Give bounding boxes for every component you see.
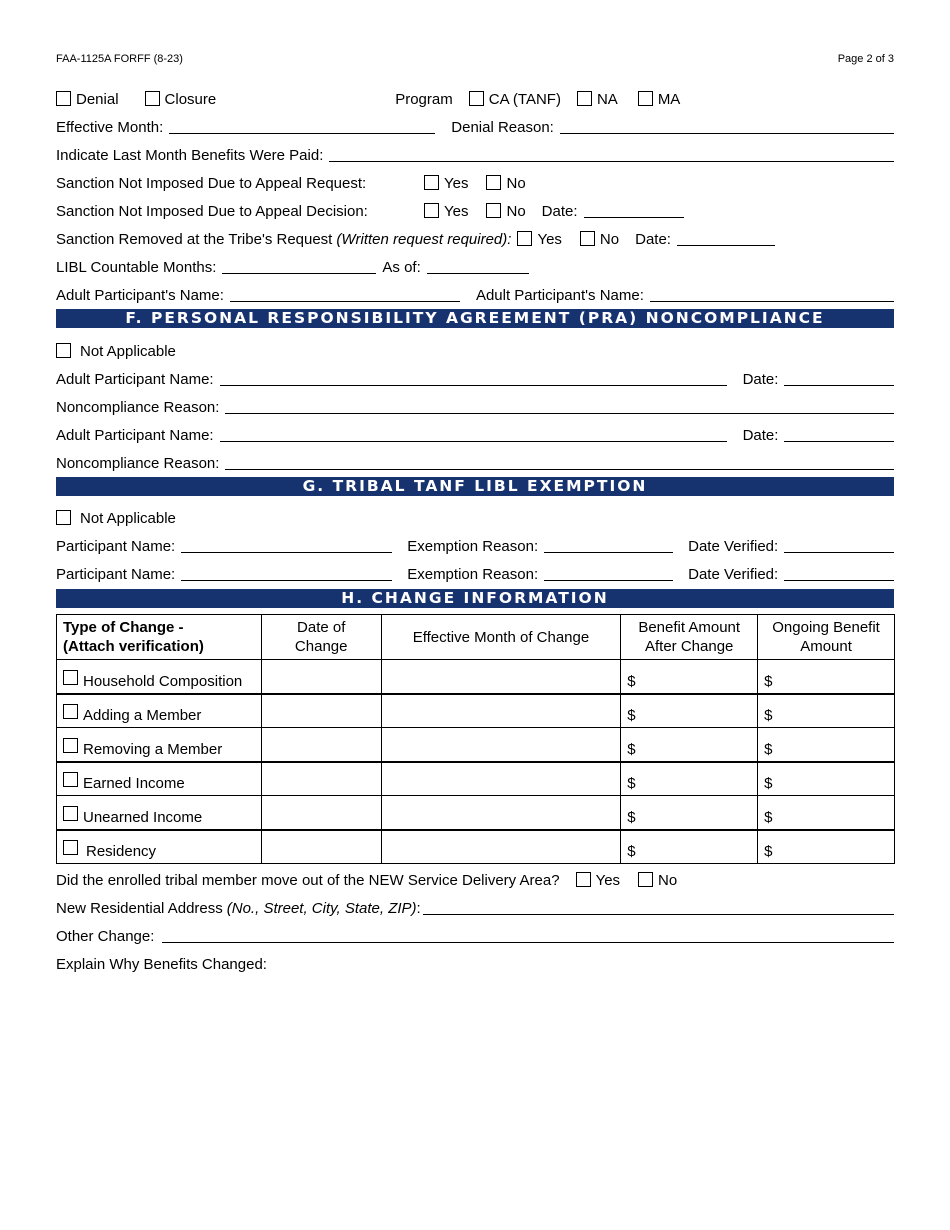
program-na-option[interactable]: NA bbox=[577, 91, 618, 108]
program-ma-checkbox[interactable] bbox=[638, 91, 653, 106]
moved-no[interactable]: No bbox=[638, 872, 677, 889]
appeal-decision-date-field[interactable] bbox=[584, 202, 684, 218]
denial-reason-field[interactable] bbox=[560, 118, 894, 134]
libl-months-field[interactable] bbox=[222, 258, 376, 274]
effective-month-cell[interactable] bbox=[381, 796, 621, 830]
section-h-header: H. CHANGE INFORMATION bbox=[56, 589, 894, 608]
denial-option[interactable]: Denial bbox=[56, 91, 119, 108]
last-month-paid-row: Indicate Last Month Benefits Were Paid: bbox=[56, 144, 894, 164]
removing-member-checkbox[interactable] bbox=[63, 738, 78, 753]
libl-as-of-field[interactable] bbox=[427, 258, 529, 274]
row-type-cell[interactable]: Household Composition bbox=[57, 660, 262, 694]
moved-yes-checkbox[interactable] bbox=[576, 872, 591, 887]
page-number: Page 2 of 3 bbox=[837, 53, 894, 65]
program-label: Program bbox=[395, 91, 453, 108]
f-not-applicable-checkbox[interactable] bbox=[56, 343, 71, 358]
row-type-cell[interactable]: Residency bbox=[57, 830, 262, 864]
adult-names-row: Adult Participant's Name: Adult Participant's Name: bbox=[56, 284, 894, 304]
date-of-change-cell[interactable] bbox=[261, 694, 381, 728]
f-date-field-2[interactable] bbox=[784, 426, 894, 442]
ongoing-benefit-cell[interactable]: $ bbox=[758, 796, 895, 830]
effective-month-cell[interactable] bbox=[381, 694, 621, 728]
sanction-appeal-decision-row: Sanction Not Imposed Due to Appeal Decision: Yes No Date: bbox=[56, 200, 894, 220]
table-row bbox=[57, 728, 895, 762]
f-reason-field-1[interactable] bbox=[225, 398, 894, 414]
table-row bbox=[57, 660, 895, 694]
section-g-header: G. TRIBAL TANF LIBL EXEMPTION bbox=[56, 477, 894, 496]
date-of-change-cell[interactable] bbox=[261, 660, 381, 694]
benefit-after-cell[interactable]: $ bbox=[621, 660, 758, 694]
effective-month-field[interactable] bbox=[169, 118, 435, 134]
col-benefit-after: Benefit Amount After Change bbox=[621, 615, 758, 660]
appeal-request-no[interactable]: No bbox=[486, 175, 525, 192]
col-date-of-change: Date of Change bbox=[261, 615, 381, 660]
sanction-removed-date-field[interactable] bbox=[677, 230, 775, 246]
program-ca-option[interactable]: CA (TANF) bbox=[469, 91, 561, 108]
adult-name-field-1[interactable] bbox=[230, 286, 460, 302]
closure-checkbox[interactable] bbox=[145, 91, 160, 106]
sanction-removed-no-checkbox[interactable] bbox=[580, 231, 595, 246]
g-participant-name-field-1[interactable] bbox=[181, 537, 392, 553]
explain-label: Explain Why Benefits Changed: bbox=[56, 956, 267, 973]
table-row bbox=[57, 762, 895, 796]
g-exemption-reason-field-2[interactable] bbox=[544, 565, 673, 581]
benefit-after-cell[interactable]: $ bbox=[621, 694, 758, 728]
effective-month-cell[interactable] bbox=[381, 728, 621, 762]
g-not-applicable-option[interactable]: Not Applicable bbox=[56, 510, 176, 527]
benefit-after-cell[interactable]: $ bbox=[621, 728, 758, 762]
section-f-header: F. PERSONAL RESPONSIBILITY AGREEMENT (PRA) NONCOMPLIANCE bbox=[56, 309, 894, 328]
form-id: FAA-1125A FORFF (8-23) bbox=[56, 53, 183, 65]
denial-checkbox[interactable] bbox=[56, 91, 71, 106]
row-type-cell[interactable]: Earned Income bbox=[57, 762, 262, 796]
col-type-of-change: Type of Change - (Attach verification) bbox=[57, 615, 262, 660]
f-reason-row-1: Noncompliance Reason: bbox=[56, 396, 894, 416]
moved-yes[interactable]: Yes bbox=[576, 872, 620, 889]
f-adult-row-2: Adult Participant Name: Date: bbox=[56, 424, 894, 444]
f-adult-row-1: Adult Participant Name: Date: bbox=[56, 368, 894, 388]
g-participant-name-field-2[interactable] bbox=[181, 565, 392, 581]
adult-name-field-2[interactable] bbox=[650, 286, 894, 302]
row-type-cell[interactable]: Removing a Member bbox=[57, 728, 262, 762]
ongoing-benefit-cell[interactable]: $ bbox=[758, 830, 895, 864]
date-of-change-cell[interactable] bbox=[261, 762, 381, 796]
table-row bbox=[57, 694, 895, 728]
appeal-decision-no-checkbox[interactable] bbox=[486, 203, 501, 218]
row-type-cell[interactable]: Adding a Member bbox=[57, 694, 262, 728]
effective-month-cell[interactable] bbox=[381, 830, 621, 864]
effective-month-cell[interactable] bbox=[381, 660, 621, 694]
g-participant-row-2: Participant Name: Exemption Reason: Date Verified: bbox=[56, 563, 894, 583]
sanction-appeal-request-row: Sanction Not Imposed Due to Appeal Request: Yes No bbox=[56, 175, 526, 192]
appeal-request-no-checkbox[interactable] bbox=[486, 175, 501, 190]
program-na-checkbox[interactable] bbox=[577, 91, 592, 106]
g-not-applicable-row bbox=[56, 507, 894, 527]
ongoing-benefit-cell[interactable]: $ bbox=[758, 762, 895, 796]
earned-income-checkbox[interactable] bbox=[63, 772, 78, 787]
last-month-paid-field[interactable] bbox=[329, 146, 894, 162]
new-address-field[interactable] bbox=[423, 899, 894, 915]
f-adult-name-field-2[interactable] bbox=[220, 426, 727, 442]
f-not-applicable-option[interactable]: Not Applicable bbox=[56, 343, 176, 360]
f-not-applicable-row bbox=[56, 340, 894, 360]
benefit-after-cell[interactable]: $ bbox=[621, 830, 758, 864]
f-adult-name-field-1[interactable] bbox=[220, 370, 727, 386]
appeal-decision-yes-checkbox[interactable] bbox=[424, 203, 439, 218]
moved-no-checkbox[interactable] bbox=[638, 872, 653, 887]
date-of-change-cell[interactable] bbox=[261, 796, 381, 830]
appeal-request-yes-checkbox[interactable] bbox=[424, 175, 439, 190]
libl-row: LIBL Countable Months: As of: bbox=[56, 256, 894, 276]
f-reason-field-2[interactable] bbox=[225, 454, 894, 470]
household-composition-checkbox[interactable] bbox=[63, 670, 78, 685]
appeal-request-yes[interactable]: Yes bbox=[424, 175, 468, 192]
g-participant-row-1: Participant Name: Exemption Reason: Date Verified: bbox=[56, 535, 894, 555]
explain-row bbox=[56, 953, 894, 973]
g-date-verified-field-1[interactable] bbox=[784, 537, 894, 553]
program-ma-option[interactable]: MA bbox=[638, 91, 681, 108]
ongoing-benefit-cell[interactable]: $ bbox=[758, 660, 895, 694]
closure-option[interactable]: Closure bbox=[145, 91, 217, 108]
sanction-removed-row: Sanction Removed at the Tribe's Request (Written request required): Yes No Date: bbox=[56, 228, 894, 248]
col-ongoing-benefit: Ongoing Benefit Amount bbox=[758, 615, 895, 660]
g-date-verified-field-2[interactable] bbox=[784, 565, 894, 581]
benefit-after-cell[interactable]: $ bbox=[621, 796, 758, 830]
col-effective-month: Effective Month of Change bbox=[381, 615, 621, 660]
adding-member-checkbox[interactable] bbox=[63, 704, 78, 719]
g-not-applicable-checkbox[interactable] bbox=[56, 510, 71, 525]
ongoing-benefit-cell[interactable]: $ bbox=[758, 694, 895, 728]
appeal-decision-no[interactable]: No bbox=[486, 203, 525, 220]
date-of-change-cell[interactable] bbox=[261, 830, 381, 864]
sanction-removed-yes-checkbox[interactable] bbox=[517, 231, 532, 246]
row-type-cell[interactable]: Unearned Income bbox=[57, 796, 262, 830]
status-program-row bbox=[56, 88, 894, 108]
new-address-row: New Residential Address (No., Street, City, State, ZIP) : bbox=[56, 897, 894, 917]
other-change-row: Other Change: bbox=[56, 925, 894, 945]
sanction-removed-no[interactable]: No bbox=[580, 231, 619, 248]
f-date-field-1[interactable] bbox=[784, 370, 894, 386]
table-row bbox=[57, 796, 895, 830]
other-change-field[interactable] bbox=[162, 927, 894, 943]
table-row bbox=[57, 830, 895, 864]
g-exemption-reason-field-1[interactable] bbox=[544, 537, 673, 553]
ongoing-benefit-cell[interactable]: $ bbox=[758, 728, 895, 762]
unearned-income-checkbox[interactable] bbox=[63, 806, 78, 821]
benefit-after-cell[interactable]: $ bbox=[621, 762, 758, 796]
appeal-decision-yes[interactable]: Yes bbox=[424, 203, 468, 220]
program-ca-checkbox[interactable] bbox=[469, 91, 484, 106]
effective-month-cell[interactable] bbox=[381, 762, 621, 796]
sanction-removed-yes[interactable]: Yes bbox=[517, 231, 561, 248]
date-of-change-cell[interactable] bbox=[261, 728, 381, 762]
change-table bbox=[56, 614, 895, 864]
f-reason-row-2: Noncompliance Reason: bbox=[56, 452, 894, 472]
moved-question-row: Did the enrolled tribal member move out of the NEW Service Delivery Area? Yes No bbox=[56, 872, 678, 889]
change-table-header bbox=[57, 615, 895, 660]
effective-month-row: Effective Month: Denial Reason: bbox=[56, 116, 894, 136]
residency-checkbox[interactable] bbox=[63, 840, 78, 855]
